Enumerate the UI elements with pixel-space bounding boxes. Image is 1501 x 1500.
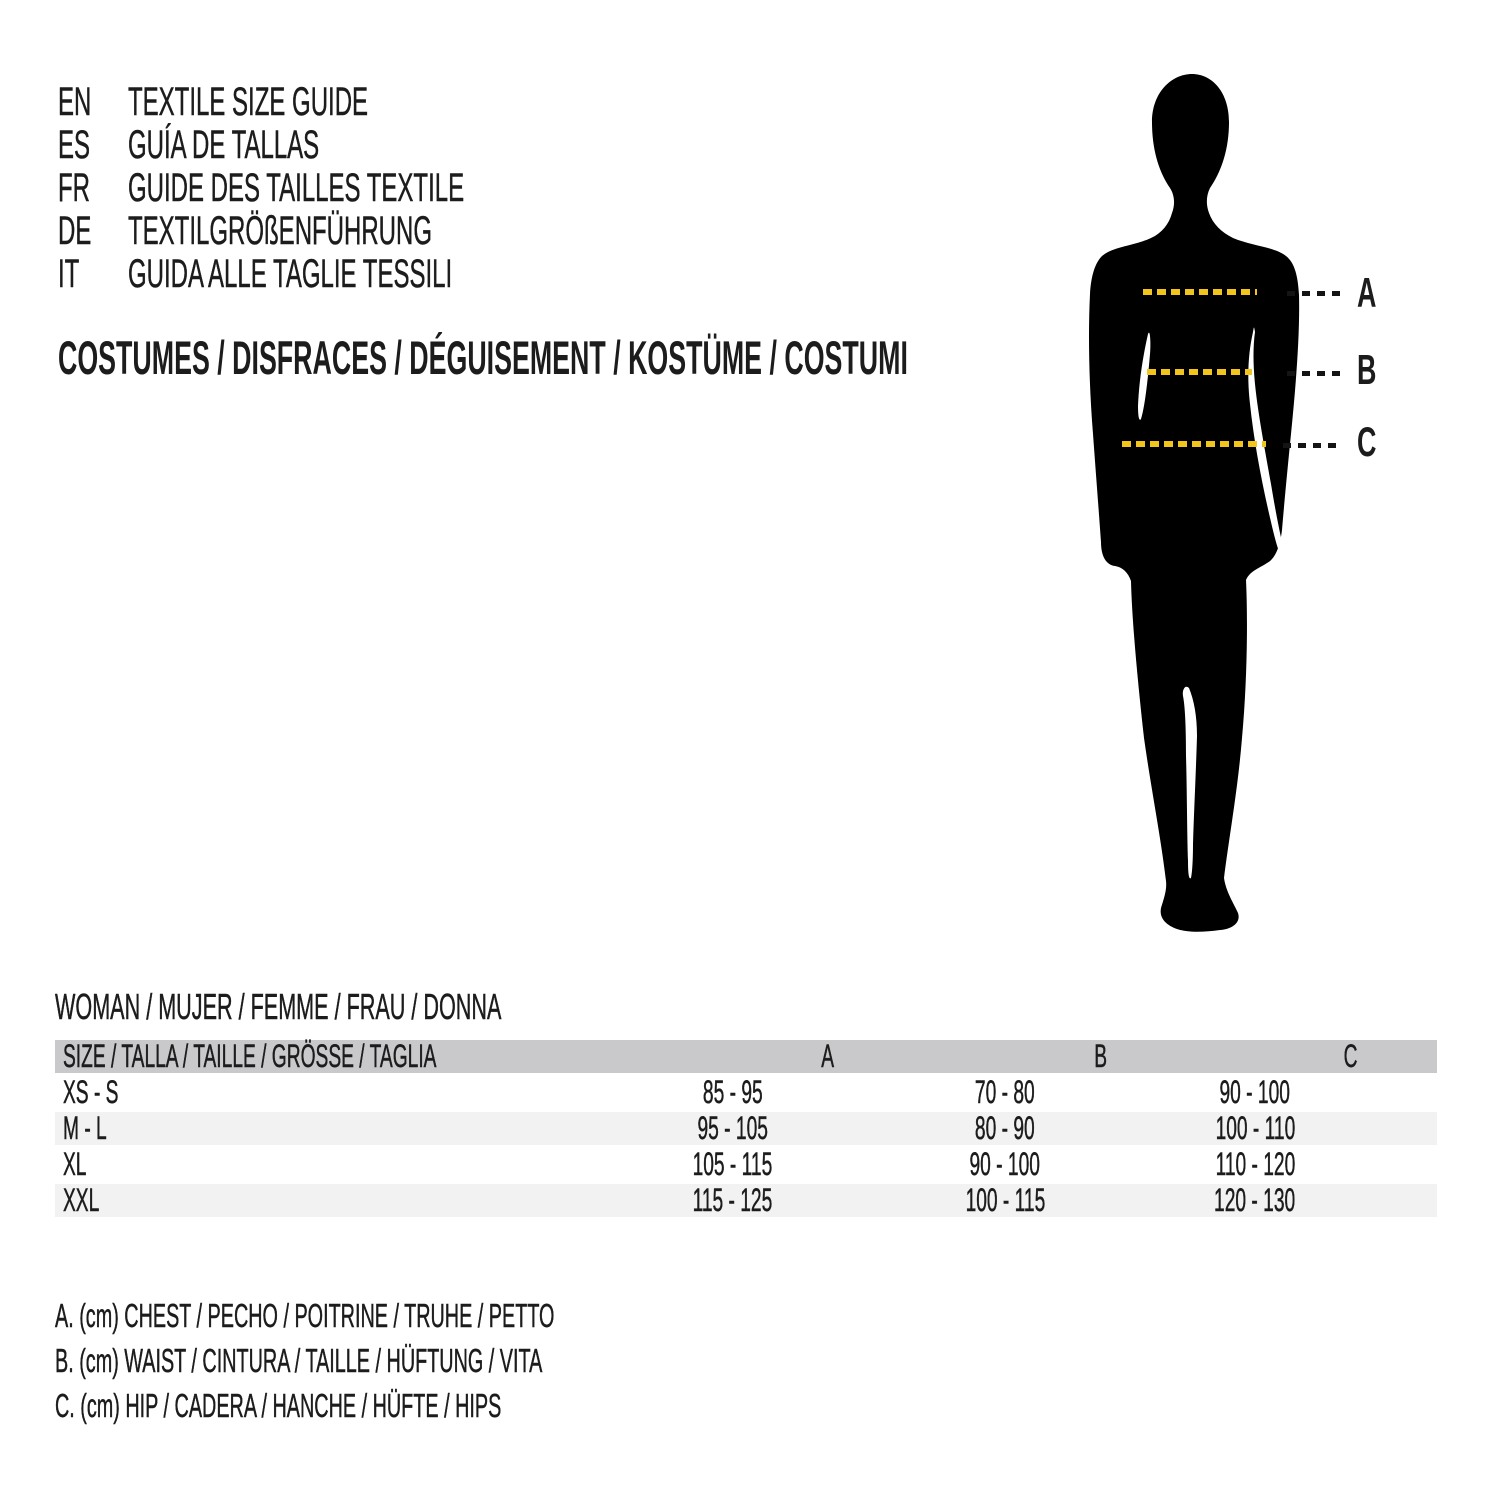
lang-code: FR bbox=[58, 166, 90, 210]
waist-line-on-body bbox=[1147, 369, 1252, 375]
chest-line-on-body bbox=[1143, 289, 1257, 295]
section-title-woman: WOMAN / MUJER / FEMME / FRAU / DONNA bbox=[55, 986, 502, 1027]
lang-code: DE bbox=[58, 209, 92, 253]
lang-row-es bbox=[58, 124, 688, 167]
lang-title: GUIDE DES TAILLES TEXTILE bbox=[128, 166, 465, 210]
lang-title: GUIDA ALLE TAGLIE TESSILI bbox=[128, 252, 453, 296]
table-header-row bbox=[55, 1040, 1437, 1073]
size-table bbox=[55, 1040, 1437, 1220]
size-cell: XXL bbox=[63, 1182, 100, 1218]
lang-code: ES bbox=[58, 123, 91, 167]
chest-range: 95 - 105 bbox=[697, 1110, 768, 1146]
hip-line-leader bbox=[1283, 443, 1343, 448]
column-header-c: C bbox=[1343, 1038, 1358, 1074]
woman-silhouette-image bbox=[1040, 66, 1350, 946]
column-header-a: A bbox=[821, 1038, 835, 1074]
language-title-list bbox=[58, 81, 688, 296]
lang-row-it bbox=[58, 253, 688, 296]
waist-range: 100 - 115 bbox=[965, 1182, 1045, 1218]
waist-range: 70 - 80 bbox=[975, 1074, 1035, 1110]
hip-label: C bbox=[1357, 418, 1377, 465]
lang-row-en bbox=[58, 81, 688, 124]
chest-range: 115 - 125 bbox=[692, 1182, 773, 1218]
chest-range: 85 - 95 bbox=[702, 1074, 763, 1110]
lang-code: EN bbox=[58, 80, 92, 124]
size-column-header: SIZE / TALLA / TAILLE / GRÖSSE / TAGLIA bbox=[63, 1038, 437, 1074]
lang-title: TEXTILGRÖßENFÜHRUNG bbox=[128, 209, 433, 253]
category-heading: COSTUMES / DISFRACES / DÉGUISEMENT / KOSTÜME / COSTUMI bbox=[58, 330, 908, 384]
size-cell: M - L bbox=[63, 1110, 107, 1146]
lang-row-de bbox=[58, 210, 688, 253]
hip-range: 120 - 130 bbox=[1214, 1182, 1296, 1218]
hip-range: 110 - 120 bbox=[1215, 1146, 1295, 1182]
note-hip: C. (cm) HIP / CADERA / HANCHE / HÜFTE / HIPS bbox=[55, 1386, 502, 1424]
table-row bbox=[55, 1112, 1437, 1145]
hip-range: 90 - 100 bbox=[1219, 1074, 1291, 1110]
chest-line-leader bbox=[1287, 291, 1343, 296]
measurement-legend bbox=[55, 1293, 887, 1428]
note-waist: B. (cm) WAIST / CINTURA / TAILLE / HÜFTUNG / VITA bbox=[55, 1341, 543, 1379]
lang-title: TEXTILE SIZE GUIDE bbox=[128, 80, 369, 124]
lang-row-fr bbox=[58, 167, 688, 210]
lang-title: GUÍA DE TALLAS bbox=[128, 123, 320, 167]
waist-label: B bbox=[1357, 346, 1377, 393]
table-row bbox=[55, 1148, 1437, 1181]
chest-range: 105 - 115 bbox=[692, 1146, 773, 1182]
waist-line-leader bbox=[1287, 371, 1343, 376]
column-header-b: B bbox=[1094, 1038, 1107, 1074]
hip-line-on-body bbox=[1122, 441, 1266, 447]
size-cell: XS - S bbox=[63, 1074, 119, 1110]
chest-label: A bbox=[1357, 269, 1377, 316]
waist-range: 90 - 100 bbox=[969, 1146, 1041, 1182]
lang-code: IT bbox=[58, 252, 80, 296]
size-cell: XL bbox=[63, 1146, 87, 1182]
note-chest: A. (cm) CHEST / PECHO / POITRINE / TRUHE / PETTO bbox=[55, 1296, 555, 1334]
hip-range: 100 - 110 bbox=[1215, 1110, 1295, 1146]
table-row bbox=[55, 1076, 1437, 1109]
table-row bbox=[55, 1184, 1437, 1217]
waist-range: 80 - 90 bbox=[975, 1110, 1035, 1146]
